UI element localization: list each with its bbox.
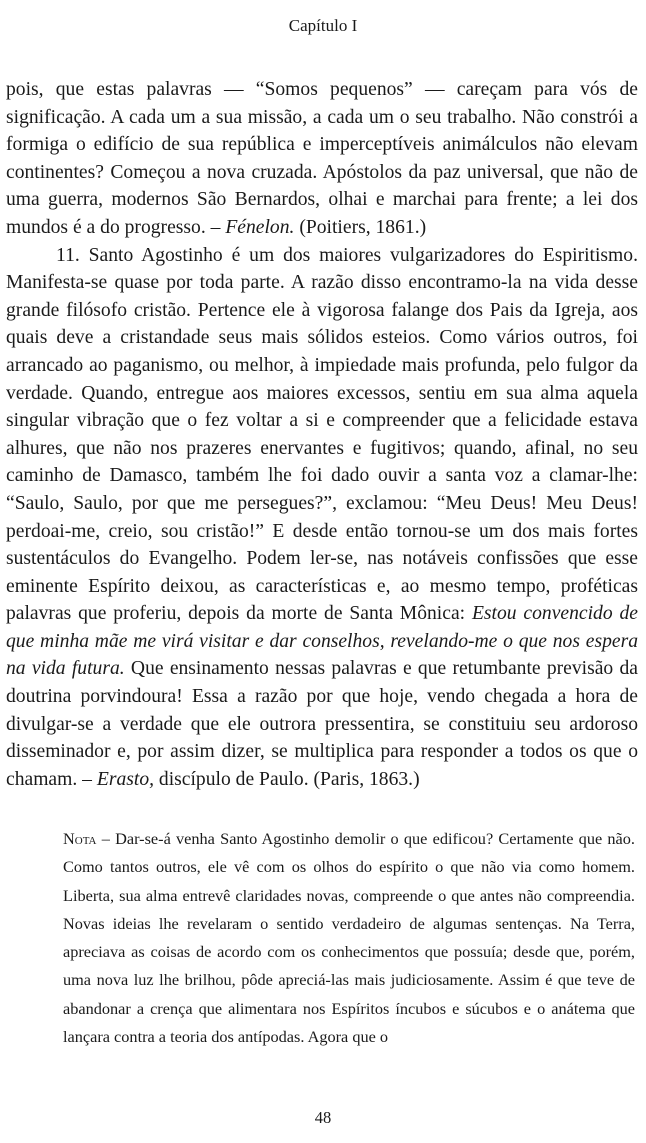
main-text <box>6 76 638 793</box>
note-text: – Dar-se-á venha Santo Agostinho demolir o que edificou? Certamente que não. Como tantos outros, ele vê com os olhos do espírito o que não via como homem. Liberta, sua alma entrevê claridades novas, compreende o que antes não compreendia. Novas ideias lhe revelaram o sentido verdadeiro de algumas sentenças. Na Terra, apreciava as coisas de acordo com os conhecimentos que possuía; desde que, porém, uma nova luz lhe brilhou, pôde apreciá-las mais judiciosamente. Assim é que teve de abandonar a crença que alimentara nos Espíritos íncubos e súcubos e o anátema que lançara contra a teoria dos antípodas. Agora que o <box>63 829 635 1047</box>
paragraph-text: Que ensinamento nessas palavras e que retumbante previsão da doutrina porvindoura! Essa a razão por que hoje, vendo chegada a hora de divulgar-se a verdade que ele outrora pressentira, se constituiu seu ardoroso disseminador e, por assim dizer, se multiplica para responder a todos os que o chamam. – <box>6 658 638 790</box>
paragraph-11 <box>6 242 638 794</box>
paragraph-text: discípulo de Paulo. (Paris, 1863.) <box>154 768 420 790</box>
italic-quote: Estou convencido de que minha mãe me virá visitar e dar conselhos, revelando-me o que nos espera na vida futura. <box>6 603 638 680</box>
running-header: Capítulo I <box>288 16 358 35</box>
author-signature: Fénelon. <box>225 216 295 238</box>
page-number: 48 <box>314 1108 332 1127</box>
paragraph-text: (Poitiers, 1861.) <box>294 216 427 238</box>
author-signature: Erasto, <box>96 768 155 790</box>
paragraph-text: pois, que estas palavras — “Somos pequenos” — careçam para vós de significação. A cada um a sua missão, a cada um o seu trabalho. Não constrói a formiga o edifício de sua república e imperceptíveis animálculos não elevam continentes? Começou a nova cruzada. Apóstolos da paz universal, que não de uma guerra, modernos São Bernardos, olhai e marchai para frente; a lei dos mundos é a do progresso. – <box>6 79 638 238</box>
note-paragraph <box>63 825 635 1051</box>
editor-note <box>63 825 635 1051</box>
paragraph-continued <box>6 76 638 242</box>
paragraph-text: 11. Santo Agostinho é um dos maiores vulgarizadores do Espiritismo. Manifesta-se quase por toda parte. A razão disso encontramo-la na vida desse grande filósofo cristão. Pertence ele à vigorosa falange dos Pais da Igreja, aos quais deve a cristandade seus mais sólidos esteios. Como vários outros, foi arrancado ao paganismo, ou melhor, à impiedade mais profunda, pelo fulgor da verdade. Quando, entregue aos maiores excessos, sentiu em sua alma aquela singular vibração que o fez voltar a si e compreender que a felicidade estava alhures, que não nos prazeres enervantes e fugitivos; quando, afinal, no seu caminho de Damasco, também lhe foi dado ouvir a santa voz a clamar-lhe: “Saulo, Saulo, por que me persegues?”, exclamou: “Meu Deus! Meu Deus! perdoai-me, creio, sou cristão!” E desde então tornou-se um dos mais fortes sustentáculos do Evangelho. Podem ler-se, nas notáveis confissões que esse eminente Espírito deixou, as características e, ao mesmo tempo, proféticas palavras que proferiu, depois da morte de Santa Mônica: <box>6 244 638 625</box>
note-label: Nota <box>63 829 97 848</box>
